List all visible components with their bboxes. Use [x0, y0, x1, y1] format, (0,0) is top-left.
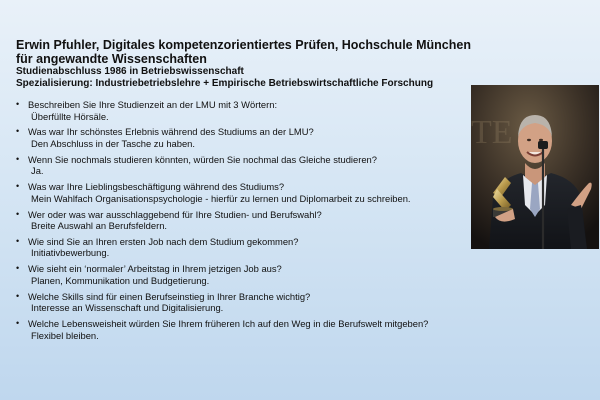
question: Was war Ihr schönstes Erlebnis während des Studiums an der LMU? — [28, 126, 314, 138]
qa-item — [16, 154, 486, 177]
qa-item — [16, 236, 486, 259]
answer: Überfüllte Hörsäle. — [31, 110, 109, 122]
answer: Interesse an Wissenschaft und Digitalisierung. — [31, 302, 224, 314]
page-title: Erwin Pfuhler, Digitales kompetenzorientiertes Prüfen, Hochschule München für angewandte Wissenschaften — [16, 38, 471, 66]
bullet-icon: • — [16, 153, 20, 164]
qa-list — [16, 99, 486, 345]
bullet-icon: • — [16, 290, 20, 301]
answer: Breite Auswahl an Berufsfeldern. — [31, 220, 168, 232]
question: Beschreiben Sie Ihre Studienzeit an der LMU mit 3 Wörtern: — [28, 99, 278, 110]
bullet-icon: • — [16, 263, 20, 274]
question: Welche Lebensweisheit würden Sie Ihrem früheren Ich auf den Weg in die Berufswelt mitgeben? — [28, 318, 429, 329]
svg-text:TE: TE — [471, 114, 513, 151]
degree-line: Studienabschluss 1986 in Betriebswissenschaft — [16, 66, 244, 77]
qa-item — [16, 126, 486, 149]
qa-item — [16, 209, 486, 232]
answer: Den Abschluss in der Tasche zu haben. — [31, 137, 195, 149]
question: Was war Ihre Lieblingsbeschäftigung während des Studiums? — [28, 181, 285, 193]
bullet-icon: • — [16, 181, 20, 192]
question: Wie sieht ein ‘normaler’ Arbeitstag in Ihrem jetzigen Job aus? — [28, 263, 282, 275]
qa-item — [16, 318, 486, 341]
header — [16, 38, 486, 90]
specialization-line: Spezialisierung: Industriebetriebslehre + Empirische Betriebswirtschaftliche Forschung — [16, 78, 434, 89]
answer: Flexibel bleiben. — [31, 329, 99, 341]
answer: Ja. — [31, 165, 44, 177]
qa-item — [16, 291, 486, 314]
question: Wer oder was war ausschlaggebend für Ihre Studien- und Berufswahl? — [28, 208, 322, 220]
bullet-icon: • — [16, 318, 20, 328]
answer: Planen, Kommunikation und Budgetierung. — [31, 274, 210, 286]
question: Wenn Sie nochmals studieren könnten, würden Sie nochmal das Gleiche studieren? — [28, 153, 377, 165]
qa-item — [16, 181, 486, 204]
answer: Mein Wahlfach Organisationspsychologie - hierfür zu lernen und Diplomarbeit zu schreiben. — [31, 192, 411, 204]
qa-item — [16, 263, 486, 286]
question: Wie sind Sie an Ihren ersten Job nach dem Studium gekommen? — [28, 235, 299, 247]
portrait-photo — [471, 85, 599, 249]
bullet-icon: • — [16, 208, 20, 219]
answer: Initiativbewerbung. — [31, 247, 110, 259]
bullet-icon: • — [16, 235, 20, 246]
question: Welche Skills sind für einen Berufseinstieg in Ihrer Branche wichtig? — [28, 290, 311, 302]
bullet-icon: • — [16, 99, 20, 109]
portrait-illustration — [471, 85, 599, 249]
bullet-icon: • — [16, 126, 20, 137]
qa-item — [16, 99, 486, 122]
